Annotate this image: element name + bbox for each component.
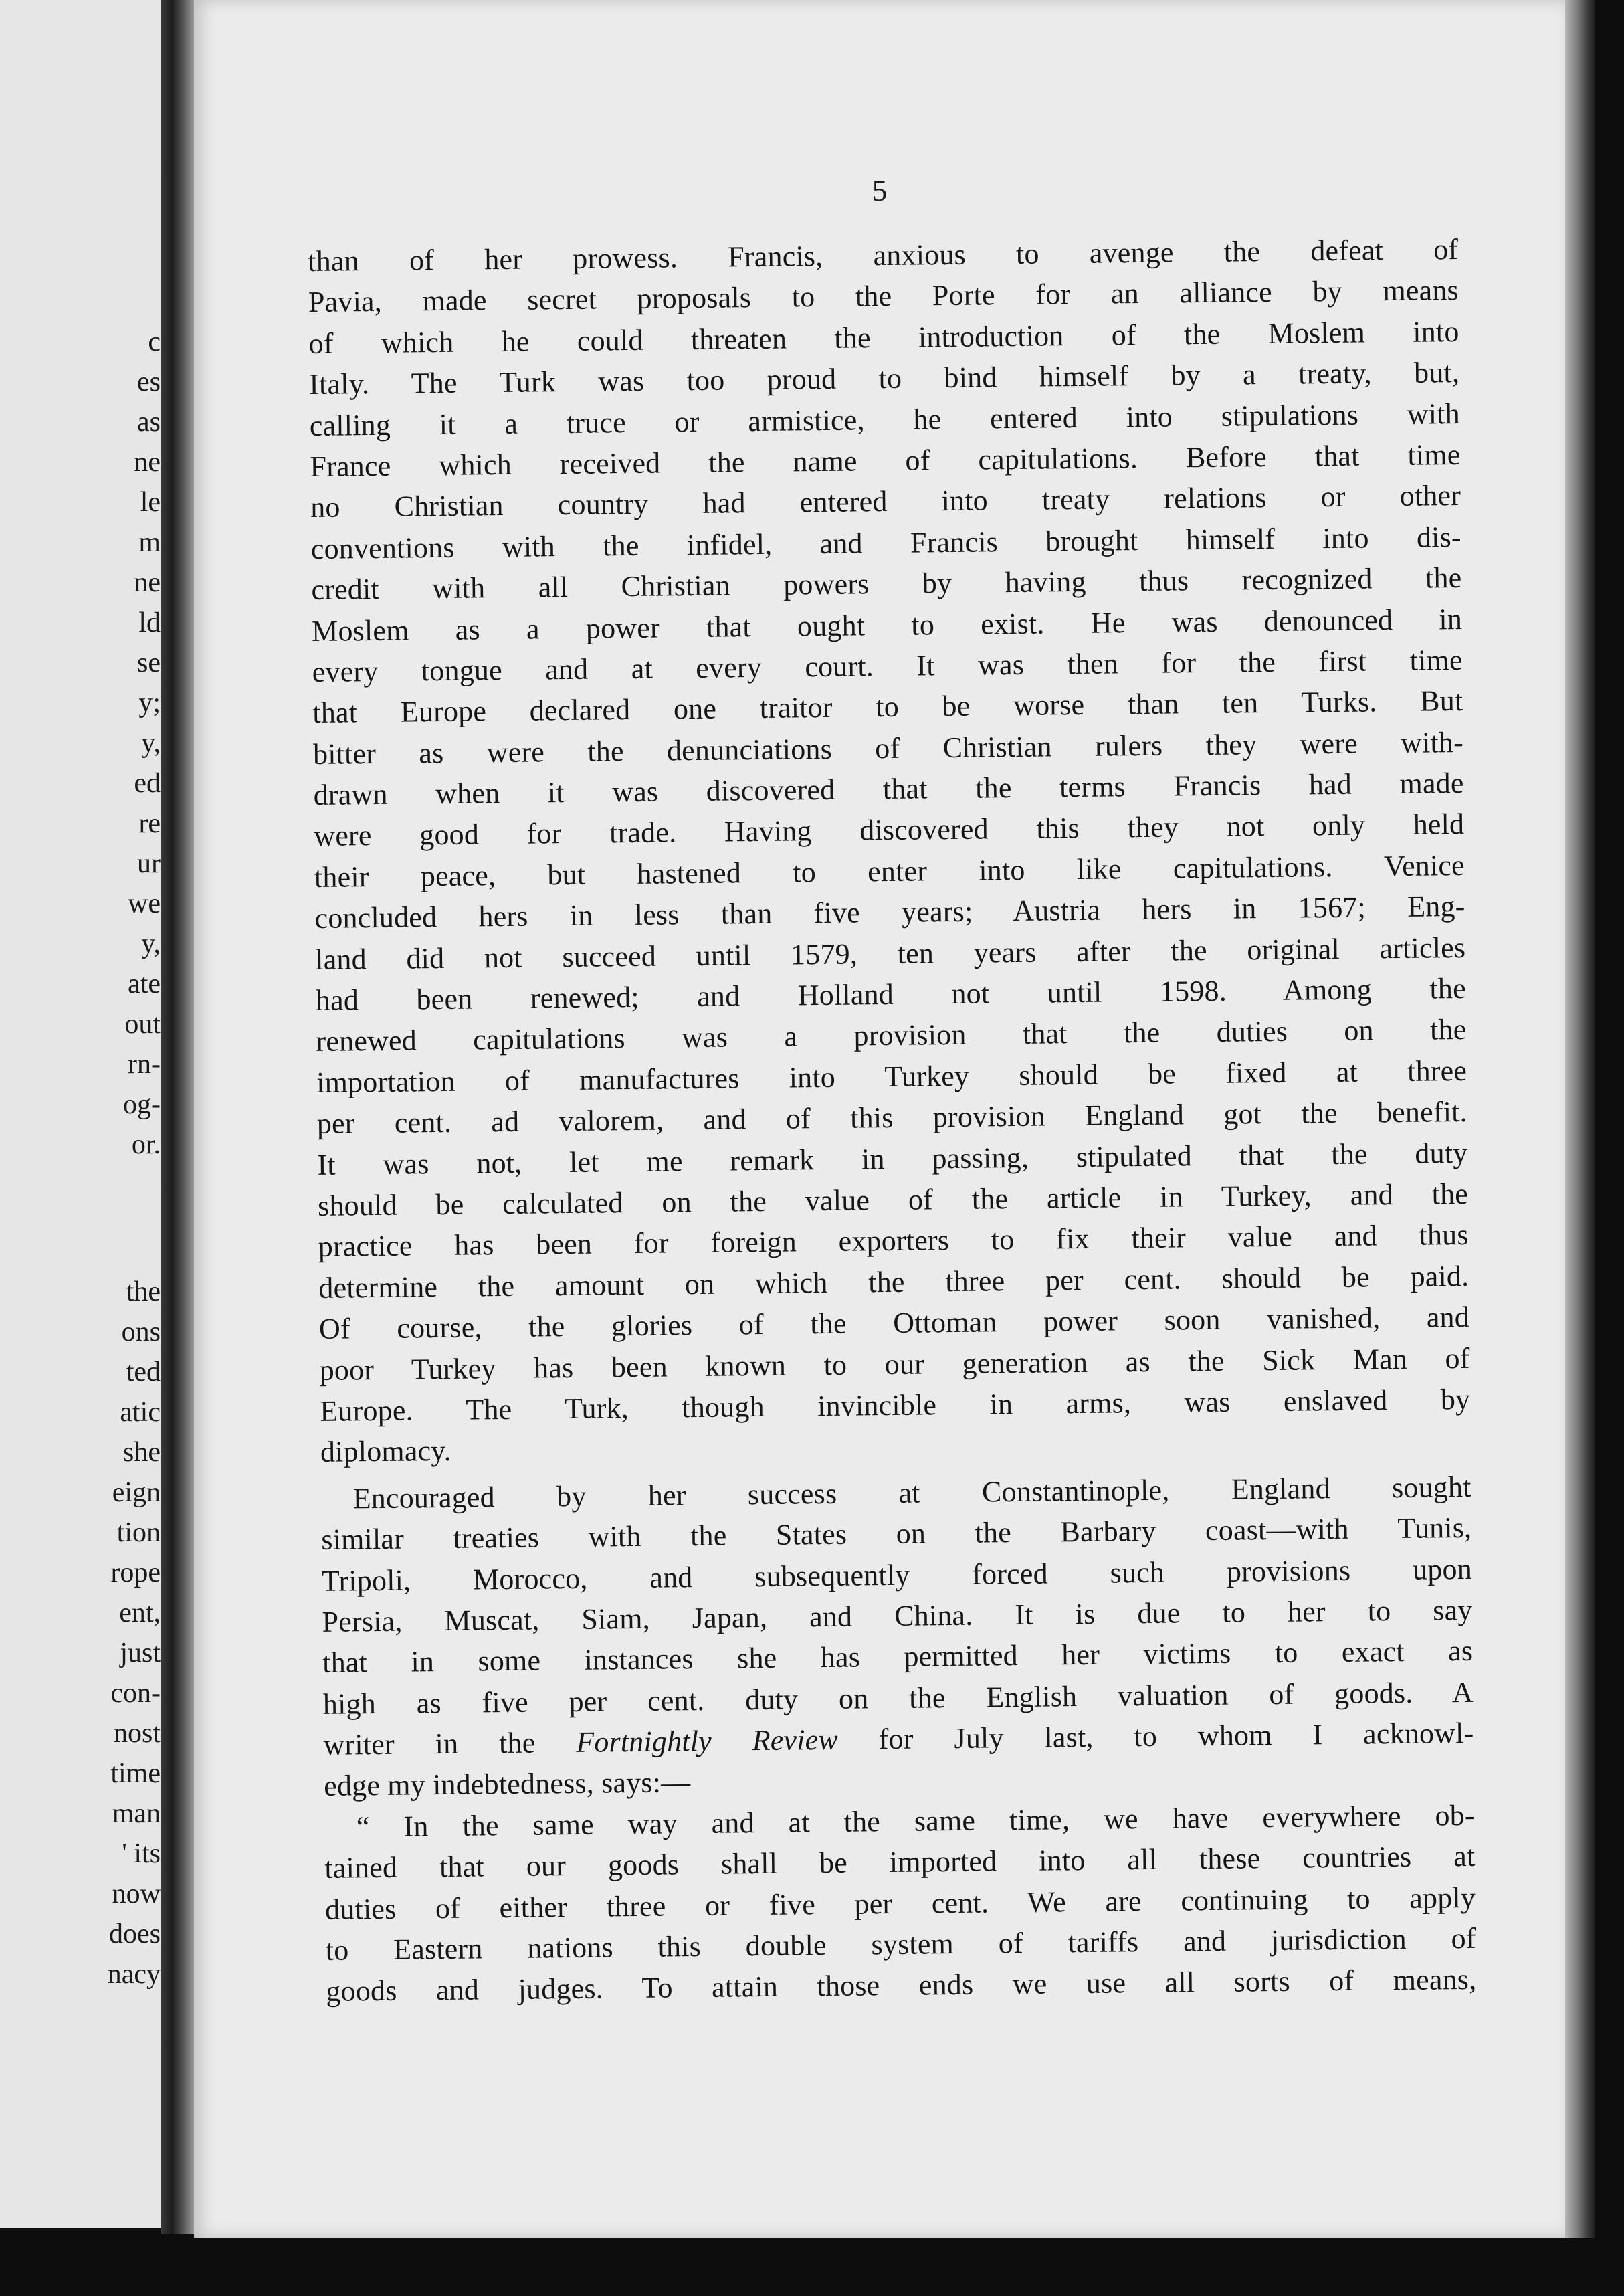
text-line-review: writer in the Fortnightly Review for July last, to whom I acknowl- [323, 1716, 1474, 1761]
text-line: that Europe declared one traitor to be worse than ten Turks. But [312, 684, 1463, 730]
text-line: Tripoli, Morocco, and subsequently forced such provisions upon [321, 1552, 1473, 1598]
facing-page-fragment: c [148, 326, 161, 357]
text-line: goods and judges. To attain those ends we use all sorts of means, [326, 1963, 1477, 2008]
text-line: high as five per cent. duty on the English valuation of goods. A [322, 1675, 1474, 1721]
text-line: credit with all Christian powers by having thus recognized the [311, 561, 1462, 607]
book-gutter [161, 0, 194, 2234]
paragraph-2 [320, 1466, 1474, 1807]
facing-page-fragment: con- [110, 1678, 161, 1709]
facing-page-fragment: as [137, 407, 161, 438]
facing-page-fragment: le [140, 487, 161, 518]
text-line: no Christian country had entered into treaty relations or other [310, 479, 1461, 524]
paragraph-2-lines [320, 1466, 1474, 1725]
facing-page-fragment: ne [134, 447, 161, 478]
text-line: Of course, the glories of the Ottoman power soon vanished, and [318, 1301, 1470, 1346]
facing-page-fragment: time [110, 1758, 161, 1789]
facing-page-fragment: she [123, 1437, 161, 1468]
facing-page-fragment: re [138, 808, 161, 839]
text-line: land did not succeed until 1579, ten years after the original articles [314, 931, 1466, 976]
facing-page-fragment: y; [138, 688, 161, 719]
text-line: tained that our goods shall be imported into all these countries at [324, 1840, 1476, 1885]
facing-page-fragment: y, [141, 728, 161, 759]
facing-page-fragment: man [112, 1798, 161, 1829]
text-line: bitter as were the denunciations of Christian rulers they were with- [312, 725, 1464, 771]
journal-title: Fortnightly Review [576, 1723, 839, 1759]
facing-page-fragment: se [137, 648, 161, 678]
text-line: of which he could threaten the introduction of the Moslem into [308, 314, 1459, 360]
book-page [194, 0, 1565, 2238]
facing-page-fragment: ent, [119, 1598, 161, 1628]
text-line: Italy. The Turk was too proud to bind himself by a treaty, but, [308, 356, 1460, 401]
text-line: duties of either three or five per cent. We are continuing to apply [324, 1881, 1476, 1926]
facing-page-fragment: og- [123, 1089, 161, 1120]
text-line: their peace, but hastened to enter into like capitulations. Venice [314, 848, 1465, 894]
facing-page-fragment: or. [131, 1129, 161, 1160]
text-line: “ In the same way and at the same time, we have everywhere ob- [356, 1798, 1475, 1844]
text-line: France which received the name of capitulations. Before that time [310, 438, 1461, 483]
text-line: importation of manufactures into Turkey should be fixed at three [316, 1054, 1467, 1099]
text-line: Moslem as a power that ought to exist. He was denounced in [311, 602, 1463, 648]
text-line: than of her prowess. Francis, anxious to avenge the defeat of [308, 232, 1459, 278]
facing-page-fragment: now [112, 1879, 161, 1909]
text-line: renewed capitulations was a provision that the duties on the [316, 1013, 1467, 1058]
facing-page-fragment: ted [126, 1357, 161, 1388]
text-line: every tongue and at every court. It was then for the first time [312, 643, 1463, 688]
facing-page-fragment: does [109, 1919, 161, 1949]
text-line: diplomacy. [320, 1434, 452, 1469]
facing-page-fragment: just [120, 1638, 161, 1668]
text-line: Pavia, made secret proposals to the Porte for an alliance by means [308, 274, 1459, 319]
facing-page-fragment: rn- [128, 1049, 161, 1080]
text-line: drawn when it was discovered that the terms Francis had made [313, 767, 1464, 812]
text-line: concluded hers in less than five years; Austria hers in 1567; Eng- [314, 890, 1465, 935]
text-line: practice has been for foreign exporters to fix their value and thus [318, 1218, 1469, 1264]
facing-page-fragment: y, [141, 929, 161, 959]
text-line: poor Turkey has been known to our generation as the Sick Man of [319, 1341, 1470, 1387]
facing-page-fragment: we [128, 888, 161, 919]
facing-page-fragment: ne [134, 567, 161, 598]
text-line: Persia, Muscat, Siam, Japan, and China. It is due to her to say [322, 1593, 1473, 1638]
facing-page-fragment: rope [110, 1557, 161, 1588]
text-line: determine the amount on which the three per cent. should be paid. [318, 1259, 1469, 1305]
text-line: were good for trade. Having discovered this they not only held [314, 807, 1465, 853]
text-line: edge my indebtedness, says:— [323, 1765, 691, 1803]
facing-page-fragment: ld [138, 607, 161, 638]
text-line: per cent. ad valorem, and of this provision England got the benefit. [316, 1095, 1467, 1141]
text-line: should be calculated on the value of the article in Turkey, and the [317, 1177, 1469, 1222]
facing-page-fragment: eign [112, 1477, 161, 1508]
facing-page-fragment: ate [128, 969, 161, 999]
text-line: calling it a truce or armistice, he entered into stipulations with [309, 397, 1461, 442]
facing-page-fragment: ' its [122, 1838, 161, 1869]
text-line: It was not, let me remark in passing, stipulated that the duty [317, 1136, 1468, 1181]
page-body [308, 229, 1477, 2012]
text-line: that in some instances she has permitted her victims to exact as [322, 1634, 1474, 1680]
page-stack-edge [1565, 0, 1595, 2238]
facing-page-fragment: ur [137, 848, 161, 879]
facing-page-fragment: m [138, 527, 161, 558]
facing-page-fragment: nost [113, 1718, 161, 1749]
facing-page-fragment: ed [134, 768, 161, 799]
text-line: conventions with the infidel, and Francis brought himself into dis- [310, 520, 1461, 565]
facing-page-fragment: the [126, 1276, 161, 1307]
facing-page-edge [0, 0, 167, 2228]
text-line: had been renewed; and Holland not until 1598. Among the [315, 971, 1467, 1017]
text-line: Europe. The Turk, though invincible in arms, was enslaved by [320, 1382, 1471, 1428]
text-line: similar treaties with the States on the Barbary coast—with Tunis, [321, 1511, 1472, 1557]
page-number: 5 [872, 173, 888, 207]
quotation [324, 1795, 1477, 2012]
facing-page-fragment: tion [116, 1517, 161, 1548]
paragraph-1 [308, 229, 1471, 1473]
facing-page-fragment: ons [121, 1317, 161, 1347]
text-line: to Eastern nations this double system of tariffs and jurisdiction of [325, 1921, 1476, 1967]
facing-page-fragment: nacy [107, 1959, 161, 1990]
facing-page-fragment: es [137, 367, 161, 397]
facing-page-fragment: out [124, 1009, 161, 1040]
text-line: Encouraged by her success at Constantinople, England sought [352, 1470, 1471, 1515]
facing-page-fragment: atic [120, 1397, 161, 1428]
